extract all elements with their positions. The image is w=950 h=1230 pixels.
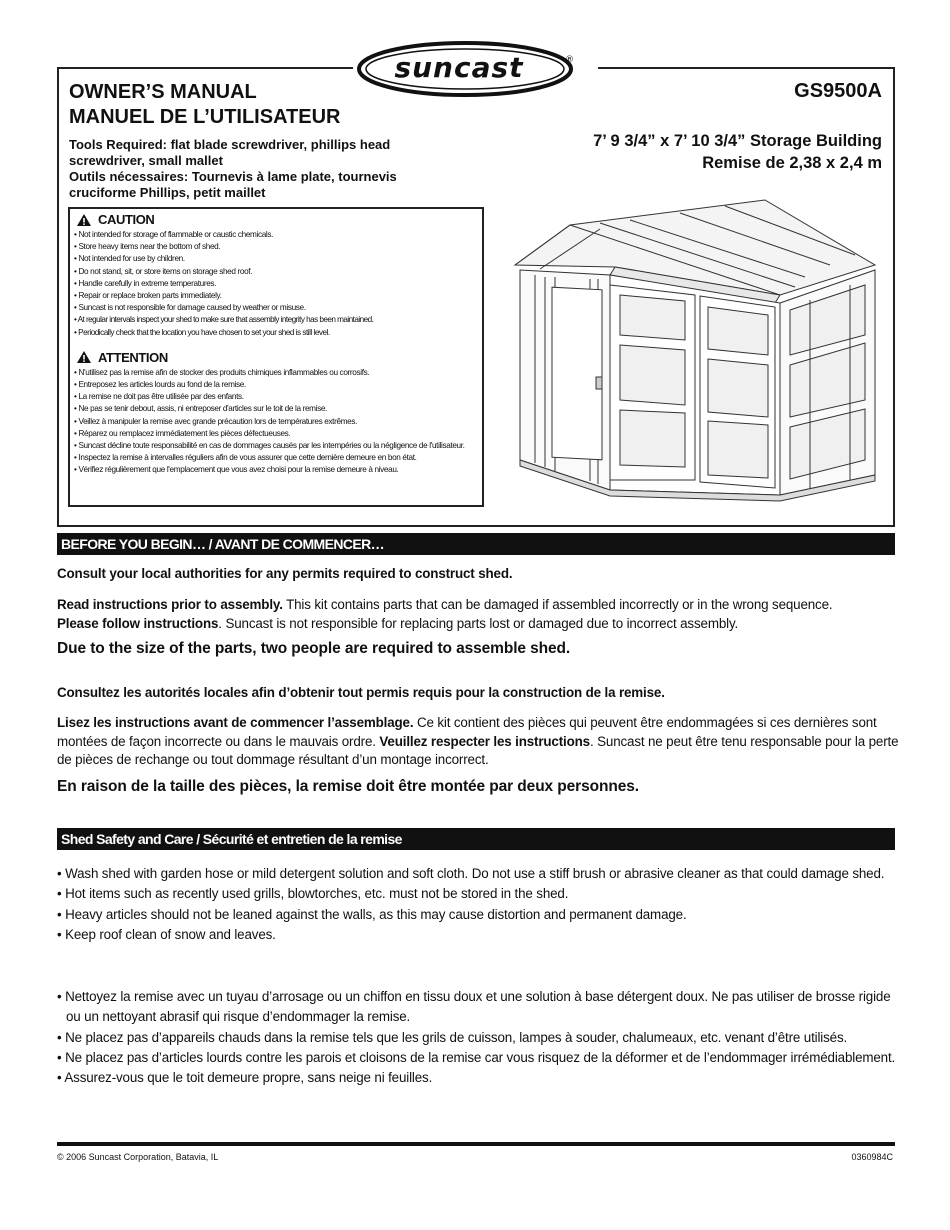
two-people-fr: En raison de la taille des pièces, la remise doit être montée par deux personnes. bbox=[57, 778, 639, 795]
attention-item: • Suncast décline toute responsabilité en cas de dommages causés par les intempéries ou la négligence de l'utilisateur. bbox=[74, 441, 465, 451]
safety-heading: Shed Safety and Care / Sécurité et entretien de la remise bbox=[57, 828, 895, 850]
safety-item: • Wash shed with garden hose or mild detergent solution and soft cloth. Do not use a stiff brush or abrasive cleaner as that could damage shed. bbox=[57, 866, 885, 881]
footer-rule bbox=[57, 1142, 895, 1146]
safety-item: • Keep roof clean of snow and leaves. bbox=[57, 926, 276, 942]
two-people-en: Due to the size of the parts, two people are required to assemble shed. bbox=[57, 640, 571, 657]
svg-text:®: ® bbox=[565, 55, 574, 65]
read-instructions-fr bbox=[57, 714, 902, 770]
read-rest: This kit contains parts that can be damaged if assembled incorrectly or in the wrong sequence. bbox=[282, 597, 833, 612]
logo-wordmark: suncast bbox=[394, 51, 524, 84]
caution-item: • Store heavy items near the bottom of shed. bbox=[74, 242, 221, 252]
veuillez-rest: . Suncast ne peut être tenu responsable pour la perte de pièces de rechange ou tout dommage résultant d’un montage incorrect. bbox=[57, 733, 899, 767]
consult-en: Consult your local authorities for any permits required to construct shed. bbox=[57, 566, 513, 581]
lisez-bold: Lisez les instructions avant de commencer l’assemblage. bbox=[57, 715, 414, 730]
shed-illustration bbox=[510, 195, 880, 505]
size-en: 7’ 9 3/4” x 7’ 10 3/4” Storage Building bbox=[593, 132, 882, 150]
safety-item: • Ne placez pas d’articles lourds contre les parois et cloisons de la remise car vous risquez de la déformer et de l’endommager irrémédiablement. bbox=[57, 1049, 896, 1065]
before-heading: BEFORE YOU BEGIN… / AVANT DE COMMENCER… bbox=[57, 533, 895, 555]
size-spec bbox=[593, 130, 882, 174]
tools-required bbox=[69, 137, 449, 201]
tools-fr: Outils nécessaires: Tournevis à lame plate, tournevis cruciforme Phillips, petit maillet bbox=[69, 169, 397, 200]
warning-triangle-icon bbox=[76, 213, 92, 227]
attention-list bbox=[74, 367, 478, 477]
safety-item: • Ne placez pas d’appareils chauds dans la remise tels que les grils de cuisson, lampes à souder, chalumeaux, etc. venant d’être utilisés. bbox=[57, 1029, 848, 1045]
attention-title: ATTENTION bbox=[98, 349, 168, 365]
veuillez-bold: Veuillez respecter les instructions bbox=[379, 733, 590, 749]
safety-item: • Nettoyez la remise avec un tuyau d’arrosage ou un chiffon en tissu doux et une solution à base détergent doux. Ne pas utiliser de brosse rigide ou un nettoyant abrasif qui risque d’endommager la remise. bbox=[57, 989, 891, 1025]
caution-item: • Handle carefully in extreme temperatures. bbox=[74, 278, 217, 288]
document-code: 0360984C bbox=[851, 1152, 893, 1162]
read-bold: Read instructions prior to assembly. bbox=[57, 597, 283, 612]
caution-title: CAUTION bbox=[98, 212, 155, 227]
caution-item: • Not intended for storage of flammable or caustic chemicals. bbox=[74, 230, 274, 239]
attention-item: • Inspectez la remise à intervalles réguliers afin de vous assurer que cette dernière demeure en bon état. bbox=[74, 453, 417, 463]
warning-box bbox=[68, 207, 484, 507]
caution-item: • Do not stand, sit, or store items on storage shed roof. bbox=[74, 266, 253, 276]
title-fr: MANUEL DE L’UTILISATEUR bbox=[69, 106, 341, 128]
caution-item: • At regular intervals inspect your shed to make sure that assembly integrity has been maintained. bbox=[74, 315, 374, 325]
suncast-logo bbox=[355, 40, 595, 98]
attention-heading bbox=[76, 350, 478, 365]
caution-item: • Suncast is not responsible for damage caused by weather or misuse. bbox=[74, 303, 306, 313]
follow-bold: Please follow instructions bbox=[57, 615, 219, 631]
safety-item: • Hot items such as recently used grills, blowtorches, etc. must not be stored in the shed. bbox=[57, 886, 569, 902]
safety-item: • Heavy articles should not be leaned against the walls, as this may cause distortion and permanent damage. bbox=[57, 906, 687, 922]
caution-list bbox=[74, 229, 478, 339]
attention-item: • Veillez à manipuler la remise avec grande précaution lors de températures extrêmes. bbox=[74, 416, 358, 426]
follow-rest: . Suncast is not responsible for replacing parts lost or damaged due to incorrect assembly. bbox=[218, 615, 739, 631]
read-instructions-en bbox=[57, 596, 902, 633]
attention-item: • Entreposez les articles lourds au fond de la remise. bbox=[74, 380, 246, 390]
safety-list-fr bbox=[57, 987, 902, 1088]
copyright: © 2006 Suncast Corporation, Batavia, IL bbox=[57, 1152, 219, 1162]
consult-fr: Consultez les autorités locales afin d’obtenir tout permis requis pour la construction de la remise. bbox=[57, 685, 665, 700]
safety-list-en bbox=[57, 864, 902, 945]
attention-item: • Vérifiez régulièrement que l'emplacement que vous avez choisi pour la remise demeure à niveau. bbox=[74, 465, 399, 475]
caution-item: • Not intended for use by children. bbox=[74, 254, 185, 264]
attention-item: • La remise ne doit pas être utilisée par des enfants. bbox=[74, 392, 244, 402]
size-fr: Remise de 2,38 x 2,4 m bbox=[702, 154, 882, 172]
title-en: OWNER’S MANUAL bbox=[69, 81, 257, 103]
lisez-rest: Ce kit contient des pièces qui peuvent être endommagées si ces dernières sont montées de façon incorrecte ou dans le mauvais ordre. bbox=[57, 715, 877, 749]
safety-item: • Assurez-vous que le toit demeure propre, sans neige ni feuilles. bbox=[57, 1070, 433, 1086]
model-number: GS9500A bbox=[794, 80, 882, 102]
tools-en: Tools Required: flat blade screwdriver, phillips head screwdriver, small mallet bbox=[69, 137, 391, 168]
caution-item: • Periodically check that the location you have chosen to set your shed is still level. bbox=[74, 327, 330, 337]
warning-triangle-icon bbox=[76, 350, 92, 364]
attention-item: • N'utilisez pas la remise afin de stocker des produits chimiques inflammables ou corrosifs. bbox=[74, 367, 370, 377]
frame-top-right bbox=[598, 67, 895, 69]
frame-top-left bbox=[57, 67, 353, 69]
attention-item: • Réparez ou remplacez immédiatement les pièces défectueuses. bbox=[74, 428, 291, 438]
attention-item: • Ne pas se tenir debout, assis, ni entreposer d'articles sur le toit de la remise. bbox=[74, 404, 327, 414]
caution-item: • Repair or replace broken parts immediately. bbox=[74, 291, 222, 301]
caution-heading bbox=[76, 212, 478, 227]
